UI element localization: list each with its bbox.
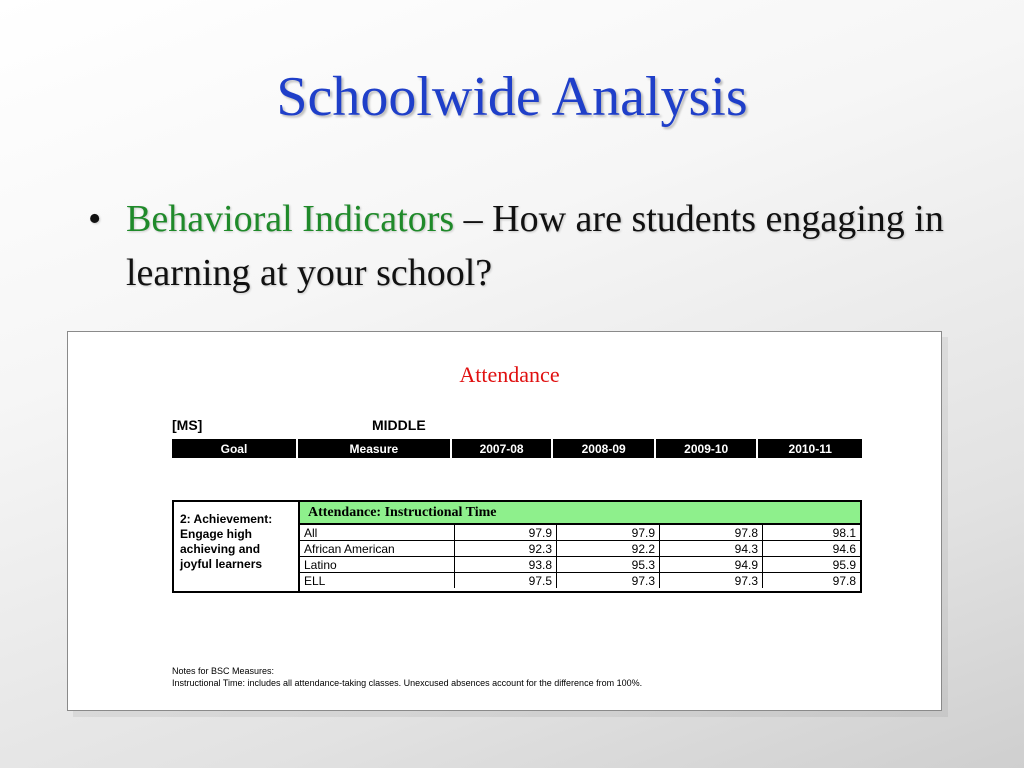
- header-year: 2009-10: [655, 439, 758, 458]
- cell-value: 95.3: [557, 557, 660, 573]
- cell-value: 98.1: [763, 524, 861, 541]
- bullet-point: [88, 192, 948, 300]
- column-header-row: [172, 439, 862, 458]
- row-label: ELL: [300, 573, 455, 589]
- cell-value: 97.8: [660, 524, 763, 541]
- report-panel: [67, 331, 942, 711]
- bullet-text: [126, 192, 948, 300]
- cell-value: 97.3: [557, 573, 660, 589]
- cell-value: 95.9: [763, 557, 861, 573]
- cell-value: 92.3: [455, 541, 557, 557]
- row-label: Latino: [300, 557, 455, 573]
- school-name: MIDDLE: [372, 417, 426, 433]
- measure-block: [172, 500, 862, 593]
- cell-value: 97.5: [455, 573, 557, 589]
- cell-value: 97.3: [660, 573, 763, 589]
- notes-title: Notes for BSC Measures:: [172, 666, 275, 676]
- header-year: 2008-09: [552, 439, 655, 458]
- goal-cell: 2: Achievement: Engage high achieving and joyful learners: [174, 502, 300, 591]
- column-header-table: [172, 439, 862, 458]
- cell-value: 97.9: [455, 524, 557, 541]
- cell-value: 94.6: [763, 541, 861, 557]
- cell-value: 97.9: [557, 524, 660, 541]
- header-year: 2010-11: [757, 439, 862, 458]
- cell-value: 93.8: [455, 557, 557, 573]
- school-code: [MS]: [172, 417, 203, 433]
- bullet-highlight: Behavioral Indicators: [126, 198, 455, 240]
- notes-text: Instructional Time: includes all attendance-taking classes. Unexcused absences account for the difference from 100%.: [172, 678, 643, 688]
- row-label: African American: [300, 541, 455, 557]
- table-row: [300, 541, 860, 557]
- measure-table: [300, 502, 860, 588]
- header-goal: Goal: [172, 439, 297, 458]
- bullet-glyph: •: [88, 198, 102, 240]
- table-row: [300, 573, 860, 589]
- row-label: All: [300, 524, 455, 541]
- cell-value: 92.2: [557, 541, 660, 557]
- table-row: [300, 524, 860, 541]
- bullet-body: – How are students engaging in learning at your school?: [126, 198, 944, 294]
- cell-value: 97.8: [832, 573, 856, 588]
- cell-value: 94.9: [660, 557, 763, 573]
- measure-title-row: [300, 502, 860, 524]
- measure-title: Attendance: Instructional Time: [300, 502, 860, 524]
- slide-title: Schoolwide Analysis: [276, 66, 748, 128]
- notes: [172, 665, 642, 689]
- table-row: [300, 557, 860, 573]
- header-measure: Measure: [297, 439, 451, 458]
- header-year: 2007-08: [451, 439, 553, 458]
- cell-value: 94.3: [660, 541, 763, 557]
- report-title: Attendance: [459, 362, 560, 387]
